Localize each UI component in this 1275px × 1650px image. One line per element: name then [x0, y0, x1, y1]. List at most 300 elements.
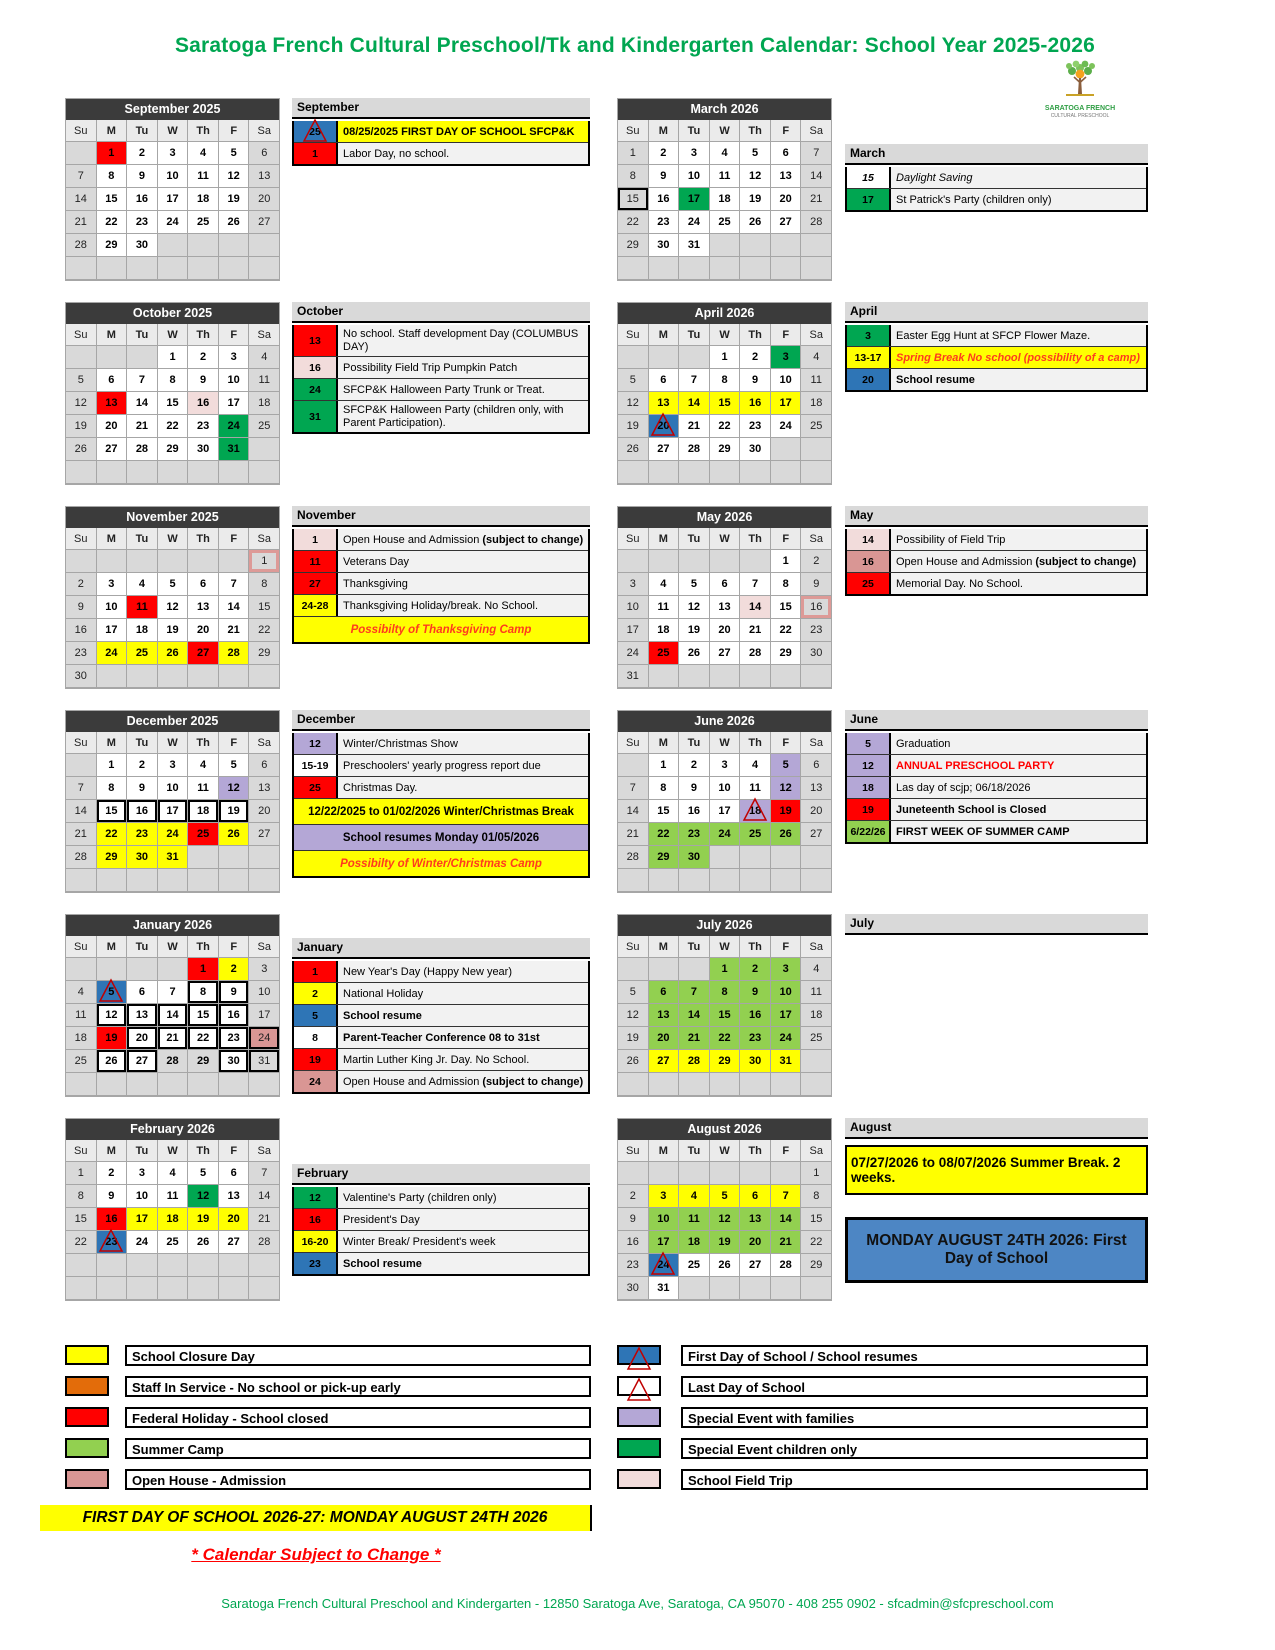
- week-row: [66, 1254, 279, 1277]
- day-cell: [801, 1073, 831, 1096]
- day-cell: 18: [188, 188, 219, 211]
- weekday-header-w: W: [710, 528, 741, 550]
- weekday-header-row: [618, 1140, 831, 1162]
- day-cell: 11: [188, 777, 219, 800]
- event-description: Juneteenth School is Closed: [891, 799, 1146, 820]
- day-cell: 13: [649, 392, 680, 415]
- weekday-header-w: W: [158, 1140, 189, 1162]
- day-cell: 26: [66, 438, 97, 461]
- event-date-chip: 15: [847, 167, 891, 188]
- week-row: [618, 596, 831, 619]
- weekday-header-su: Su: [618, 528, 649, 550]
- event-big-box-august-2026: 07/27/2026 to 08/07/2026 Summer Break. 2 weeks.: [845, 1145, 1148, 1195]
- day-cell: 3: [158, 754, 189, 777]
- day-cell: 10: [158, 777, 189, 800]
- day-cell: [771, 438, 802, 461]
- day-cell: 10: [249, 981, 279, 1004]
- weekday-header-f: F: [771, 324, 802, 346]
- day-cell: 15: [188, 1004, 219, 1027]
- legend-label-left-1: Staff In Service - No school or pick-up early: [125, 1376, 591, 1397]
- event-row: [294, 1231, 588, 1253]
- day-cell: 4: [188, 754, 219, 777]
- day-cell: [97, 958, 128, 981]
- day-cell: 21: [66, 211, 97, 234]
- day-cell: [158, 257, 189, 280]
- day-cell: 10: [710, 777, 741, 800]
- day-cell: 6: [710, 573, 741, 596]
- week-row: [618, 823, 831, 846]
- week-row: [66, 461, 279, 484]
- day-cell: 17: [127, 1208, 158, 1231]
- month-title-december-2025: December 2025: [66, 711, 279, 732]
- day-cell: 23: [188, 415, 219, 438]
- week-row: [66, 188, 279, 211]
- week-row: [618, 1073, 831, 1096]
- day-cell: 25: [188, 211, 219, 234]
- month-title-april-2026: April 2026: [618, 303, 831, 324]
- day-cell: 7: [127, 369, 158, 392]
- weekday-header-th: Th: [740, 324, 771, 346]
- day-cell: [740, 234, 771, 257]
- day-cell: 22: [158, 415, 189, 438]
- week-row: [618, 619, 831, 642]
- day-cell: 11: [188, 165, 219, 188]
- weekday-header-row: [66, 732, 279, 754]
- day-cell: 30: [127, 234, 158, 257]
- day-cell: 23: [649, 211, 680, 234]
- day-cell: 13: [771, 165, 802, 188]
- day-cell: 9: [679, 777, 710, 800]
- day-cell: 20: [127, 1027, 158, 1050]
- events-month-label-february-2026: February: [292, 1164, 590, 1185]
- day-cell: 4: [649, 573, 680, 596]
- day-cell: 21: [679, 1027, 710, 1050]
- event-row: [847, 325, 1146, 347]
- day-cell: 28: [740, 642, 771, 665]
- day-cell: [249, 846, 279, 869]
- weekday-header-row: [618, 324, 831, 346]
- day-cell: 23: [127, 823, 158, 846]
- day-cell: 2: [66, 573, 97, 596]
- day-cell: 10: [649, 1208, 680, 1231]
- event-row: [847, 821, 1146, 842]
- weekday-header-th: Th: [740, 120, 771, 142]
- day-cell: 15: [97, 800, 128, 823]
- day-cell: 2: [127, 754, 158, 777]
- event-description: Veterans Day: [338, 551, 588, 572]
- legend-label-left-4: Open House - Admission: [125, 1469, 591, 1490]
- event-row: [847, 551, 1146, 573]
- day-cell: 28: [618, 846, 649, 869]
- events-table-december-2025: [292, 733, 590, 878]
- week-row: [618, 438, 831, 461]
- day-cell: 22: [66, 1231, 97, 1254]
- day-cell: 27: [249, 823, 279, 846]
- weekday-header-row: [66, 120, 279, 142]
- day-cell: [710, 1073, 741, 1096]
- week-row: [66, 981, 279, 1004]
- events-month-label-august-2026: August: [845, 1118, 1148, 1139]
- event-date-chip: 14: [847, 529, 891, 550]
- day-cell: 11: [66, 1004, 97, 1027]
- day-cell: 14: [158, 1004, 189, 1027]
- event-description: Winter/Christmas Show: [338, 733, 588, 754]
- month-calendar-december-2025: [65, 710, 280, 893]
- day-cell: [710, 550, 741, 573]
- day-cell: 20: [771, 188, 802, 211]
- day-cell: [649, 1162, 680, 1185]
- week-row: [66, 550, 279, 573]
- day-cell: 30: [679, 846, 710, 869]
- event-description: National Holiday: [338, 983, 588, 1004]
- day-cell: 21: [66, 823, 97, 846]
- day-cell: 3: [679, 142, 710, 165]
- week-row: [618, 642, 831, 665]
- weekday-header-w: W: [710, 1140, 741, 1162]
- day-cell: 31: [679, 234, 710, 257]
- week-row: [618, 665, 831, 688]
- logo-subtitle: CULTURAL PRESCHOOL: [1050, 113, 1110, 119]
- day-cell: 11: [249, 369, 279, 392]
- day-cell: [801, 234, 831, 257]
- day-cell: 27: [710, 642, 741, 665]
- week-row: [66, 869, 279, 892]
- day-cell: 2: [740, 346, 771, 369]
- week-row: [618, 346, 831, 369]
- event-row-span: Possibilty of Winter/Christmas Camp: [294, 851, 588, 876]
- day-cell: [158, 1277, 189, 1300]
- day-cell: [649, 665, 680, 688]
- day-cell: [249, 257, 279, 280]
- event-row: [294, 595, 588, 617]
- week-row: [66, 438, 279, 461]
- day-cell: [127, 257, 158, 280]
- week-row: [618, 257, 831, 280]
- day-cell: [801, 665, 831, 688]
- week-row: [66, 1073, 279, 1096]
- day-cell: 26: [219, 211, 250, 234]
- events-table-march-2026: [845, 167, 1148, 212]
- day-cell: [618, 1162, 649, 1185]
- event-description: Christmas Day.: [338, 777, 588, 798]
- day-cell: 19: [740, 188, 771, 211]
- day-cell: 24: [710, 823, 741, 846]
- day-cell: 25: [740, 823, 771, 846]
- day-cell: 20: [710, 619, 741, 642]
- day-cell: 10: [97, 596, 128, 619]
- day-cell: 17: [771, 1004, 802, 1027]
- day-cell: 31: [219, 438, 250, 461]
- weekday-header-w: W: [710, 732, 741, 754]
- day-cell: 2: [97, 1162, 128, 1185]
- day-cell: [771, 234, 802, 257]
- month-events-october-2025: [292, 302, 590, 434]
- day-cell: 25: [649, 642, 680, 665]
- day-cell: 3: [249, 958, 279, 981]
- events-table-april-2026: [845, 325, 1148, 392]
- day-cell: 21: [801, 188, 831, 211]
- day-cell: 13: [249, 165, 279, 188]
- day-cell: 9: [618, 1208, 649, 1231]
- event-date-chip: 1: [294, 961, 338, 982]
- day-cell: 1: [618, 142, 649, 165]
- weekday-header-f: F: [771, 1140, 802, 1162]
- day-cell: 1: [249, 550, 279, 573]
- event-date-chip: 23: [294, 1253, 338, 1274]
- event-description: Possibility of Field Trip: [891, 529, 1146, 550]
- event-date-chip: 18: [847, 777, 891, 798]
- day-cell: [97, 1073, 128, 1096]
- day-cell: [679, 869, 710, 892]
- event-description: Las day of scjp; 06/18/2026: [891, 777, 1146, 798]
- event-row: [847, 369, 1146, 390]
- event-description: Labor Day, no school.: [338, 143, 588, 164]
- event-row: [294, 961, 588, 983]
- month-events-january-2026: [292, 938, 590, 1094]
- weekday-header-su: Su: [66, 324, 97, 346]
- day-cell: 5: [740, 142, 771, 165]
- week-row: [618, 800, 831, 823]
- day-cell: 3: [219, 346, 250, 369]
- day-cell: 22: [649, 823, 680, 846]
- day-cell: [740, 665, 771, 688]
- event-row: [294, 777, 588, 799]
- day-cell: 23: [740, 1027, 771, 1050]
- day-cell: 27: [801, 823, 831, 846]
- day-cell: [740, 869, 771, 892]
- day-cell: 26: [188, 1231, 219, 1254]
- event-date-chip: 17: [847, 189, 891, 210]
- day-cell: [219, 461, 250, 484]
- day-cell: 7: [66, 165, 97, 188]
- week-row: [618, 573, 831, 596]
- day-cell: 13: [97, 392, 128, 415]
- weekday-header-f: F: [771, 936, 802, 958]
- day-cell: 2: [649, 142, 680, 165]
- day-cell: 26: [219, 823, 250, 846]
- day-cell: 19: [771, 800, 802, 823]
- day-cell: 26: [97, 1050, 128, 1073]
- weekday-header-tu: Tu: [679, 120, 710, 142]
- day-cell: 8: [710, 981, 741, 1004]
- day-cell: 28: [801, 211, 831, 234]
- event-description: SFCP&K Halloween Party (children only, with Parent Participation).: [338, 401, 588, 432]
- day-cell: 14: [249, 1185, 279, 1208]
- day-cell: 13: [801, 777, 831, 800]
- day-cell: [127, 1073, 158, 1096]
- weekday-header-w: W: [710, 324, 741, 346]
- day-cell: 3: [97, 573, 128, 596]
- event-date-chip: 5: [847, 733, 891, 754]
- event-description: Parent-Teacher Conference 08 to 31st: [338, 1027, 588, 1048]
- day-cell: 21: [771, 1231, 802, 1254]
- week-row: [618, 369, 831, 392]
- day-cell: 29: [249, 642, 279, 665]
- day-cell: 25: [66, 1050, 97, 1073]
- legend-swatch-right-3: [617, 1438, 661, 1458]
- day-cell: 30: [66, 665, 97, 688]
- day-cell: [801, 461, 831, 484]
- day-cell: [618, 257, 649, 280]
- week-row: [66, 369, 279, 392]
- month-events-september-2025: [292, 98, 590, 166]
- day-cell: [649, 461, 680, 484]
- day-cell: 24: [158, 211, 189, 234]
- weekday-header-sa: Sa: [249, 324, 279, 346]
- legend-label-left-2: Federal Holiday - School closed: [125, 1407, 591, 1428]
- day-cell: 11: [649, 596, 680, 619]
- day-cell: 26: [679, 642, 710, 665]
- weekday-header-w: W: [158, 936, 189, 958]
- day-cell: 4: [249, 346, 279, 369]
- day-cell: 20: [649, 415, 680, 438]
- events-table-february-2026: [292, 1187, 590, 1276]
- day-cell: 16: [801, 596, 831, 619]
- events-month-label-january-2026: January: [292, 938, 590, 959]
- events-month-label-march-2026: March: [845, 144, 1148, 165]
- day-cell: [649, 346, 680, 369]
- day-cell: 16: [66, 619, 97, 642]
- day-cell: 12: [66, 392, 97, 415]
- day-cell: 22: [97, 211, 128, 234]
- day-cell: [188, 665, 219, 688]
- day-cell: 24: [679, 211, 710, 234]
- week-row: [66, 958, 279, 981]
- day-cell: 7: [618, 777, 649, 800]
- day-cell: 11: [801, 369, 831, 392]
- day-cell: 15: [97, 188, 128, 211]
- event-description: President's Day: [338, 1209, 588, 1230]
- day-cell: 22: [771, 619, 802, 642]
- day-cell: [740, 1073, 771, 1096]
- day-cell: 10: [158, 165, 189, 188]
- day-cell: 2: [679, 754, 710, 777]
- day-cell: [158, 958, 189, 981]
- month-events-april-2026: [845, 302, 1148, 392]
- day-cell: [158, 550, 189, 573]
- event-date-chip: 8: [294, 1027, 338, 1048]
- event-description: Open House and Admission (subject to change): [891, 551, 1146, 572]
- day-cell: 6: [97, 369, 128, 392]
- day-cell: 7: [801, 142, 831, 165]
- day-cell: 5: [97, 981, 128, 1004]
- event-row: [294, 1049, 588, 1071]
- day-cell: [188, 1073, 219, 1096]
- weekday-header-th: Th: [740, 732, 771, 754]
- first-last-day-triangle-icon: [742, 796, 768, 822]
- event-row: [294, 1071, 588, 1092]
- day-cell: 2: [801, 550, 831, 573]
- day-cell: 5: [219, 142, 250, 165]
- weekday-header-tu: Tu: [679, 528, 710, 550]
- week-row: [66, 1208, 279, 1231]
- month-title-october-2025: October 2025: [66, 303, 279, 324]
- footer-contact-line: Saratoga French Cultural Preschool and Kindergarten - 12850 Saratoga Ave, Saratoga, CA 95070 - 408 255 0902 - sfcadmin@sfcpreschool.com: [221, 1596, 1054, 1611]
- week-row: [66, 1185, 279, 1208]
- event-description: Easter Egg Hunt at SFCP Flower Maze.: [891, 325, 1146, 346]
- weekday-header-sa: Sa: [249, 120, 279, 142]
- day-cell: 18: [679, 1231, 710, 1254]
- day-cell: 18: [801, 392, 831, 415]
- day-cell: 2: [127, 142, 158, 165]
- event-date-chip: 12: [847, 755, 891, 776]
- weekday-header-sa: Sa: [249, 732, 279, 754]
- weekday-header-row: [618, 528, 831, 550]
- day-cell: 17: [158, 188, 189, 211]
- day-cell: [249, 1073, 279, 1096]
- day-cell: [249, 438, 279, 461]
- day-cell: 14: [679, 392, 710, 415]
- week-row: [66, 1004, 279, 1027]
- day-cell: 1: [710, 346, 741, 369]
- weekday-header-tu: Tu: [679, 936, 710, 958]
- event-row: [294, 379, 588, 401]
- day-cell: 19: [618, 1027, 649, 1050]
- day-cell: 13: [740, 1208, 771, 1231]
- weekday-header-w: W: [158, 528, 189, 550]
- events-month-label-october-2025: October: [292, 302, 590, 323]
- day-cell: 21: [679, 415, 710, 438]
- day-cell: 13: [249, 777, 279, 800]
- month-calendar-march-2026: [617, 98, 832, 281]
- event-date-chip: 20: [847, 369, 891, 390]
- day-cell: [219, 1277, 250, 1300]
- event-description: ANNUAL PRESCHOOL PARTY: [891, 755, 1146, 776]
- weekday-header-f: F: [219, 528, 250, 550]
- day-cell: 8: [771, 573, 802, 596]
- day-cell: 22: [97, 823, 128, 846]
- day-cell: [710, 1277, 741, 1300]
- event-row: [847, 529, 1146, 551]
- day-cell: 28: [66, 234, 97, 257]
- event-description-bold-part: (subject to change): [482, 1075, 584, 1088]
- day-cell: 9: [97, 1185, 128, 1208]
- event-date-chip: 16-20: [294, 1231, 338, 1252]
- day-cell: [127, 550, 158, 573]
- events-month-label-november-2025: November: [292, 506, 590, 527]
- month-calendar-september-2025: [65, 98, 280, 281]
- weekday-header-w: W: [710, 120, 741, 142]
- day-cell: [249, 1277, 279, 1300]
- day-cell: [188, 846, 219, 869]
- day-cell: [219, 846, 250, 869]
- day-cell: 15: [66, 1208, 97, 1231]
- day-cell: [188, 869, 219, 892]
- event-description: School resume: [338, 1253, 588, 1274]
- day-cell: 9: [127, 777, 158, 800]
- day-cell: 18: [249, 392, 279, 415]
- day-cell: 13: [219, 1185, 250, 1208]
- day-cell: [219, 665, 250, 688]
- day-cell: 4: [679, 1185, 710, 1208]
- day-cell: 22: [249, 619, 279, 642]
- day-cell: 1: [801, 1162, 831, 1185]
- day-cell: 3: [618, 573, 649, 596]
- week-row: [618, 869, 831, 892]
- weekday-header-m: M: [649, 1140, 680, 1162]
- event-row: [847, 189, 1146, 210]
- day-cell: 25: [127, 642, 158, 665]
- legend-label-right-1: Last Day of School: [681, 1376, 1148, 1397]
- event-description: FIRST WEEK OF SUMMER CAMP: [891, 821, 1146, 842]
- day-cell: 29: [188, 1050, 219, 1073]
- day-cell: 30: [618, 1277, 649, 1300]
- week-row: [66, 392, 279, 415]
- day-cell: 2: [740, 958, 771, 981]
- day-cell: 18: [66, 1027, 97, 1050]
- week-row: [66, 234, 279, 257]
- weekday-header-tu: Tu: [127, 1140, 158, 1162]
